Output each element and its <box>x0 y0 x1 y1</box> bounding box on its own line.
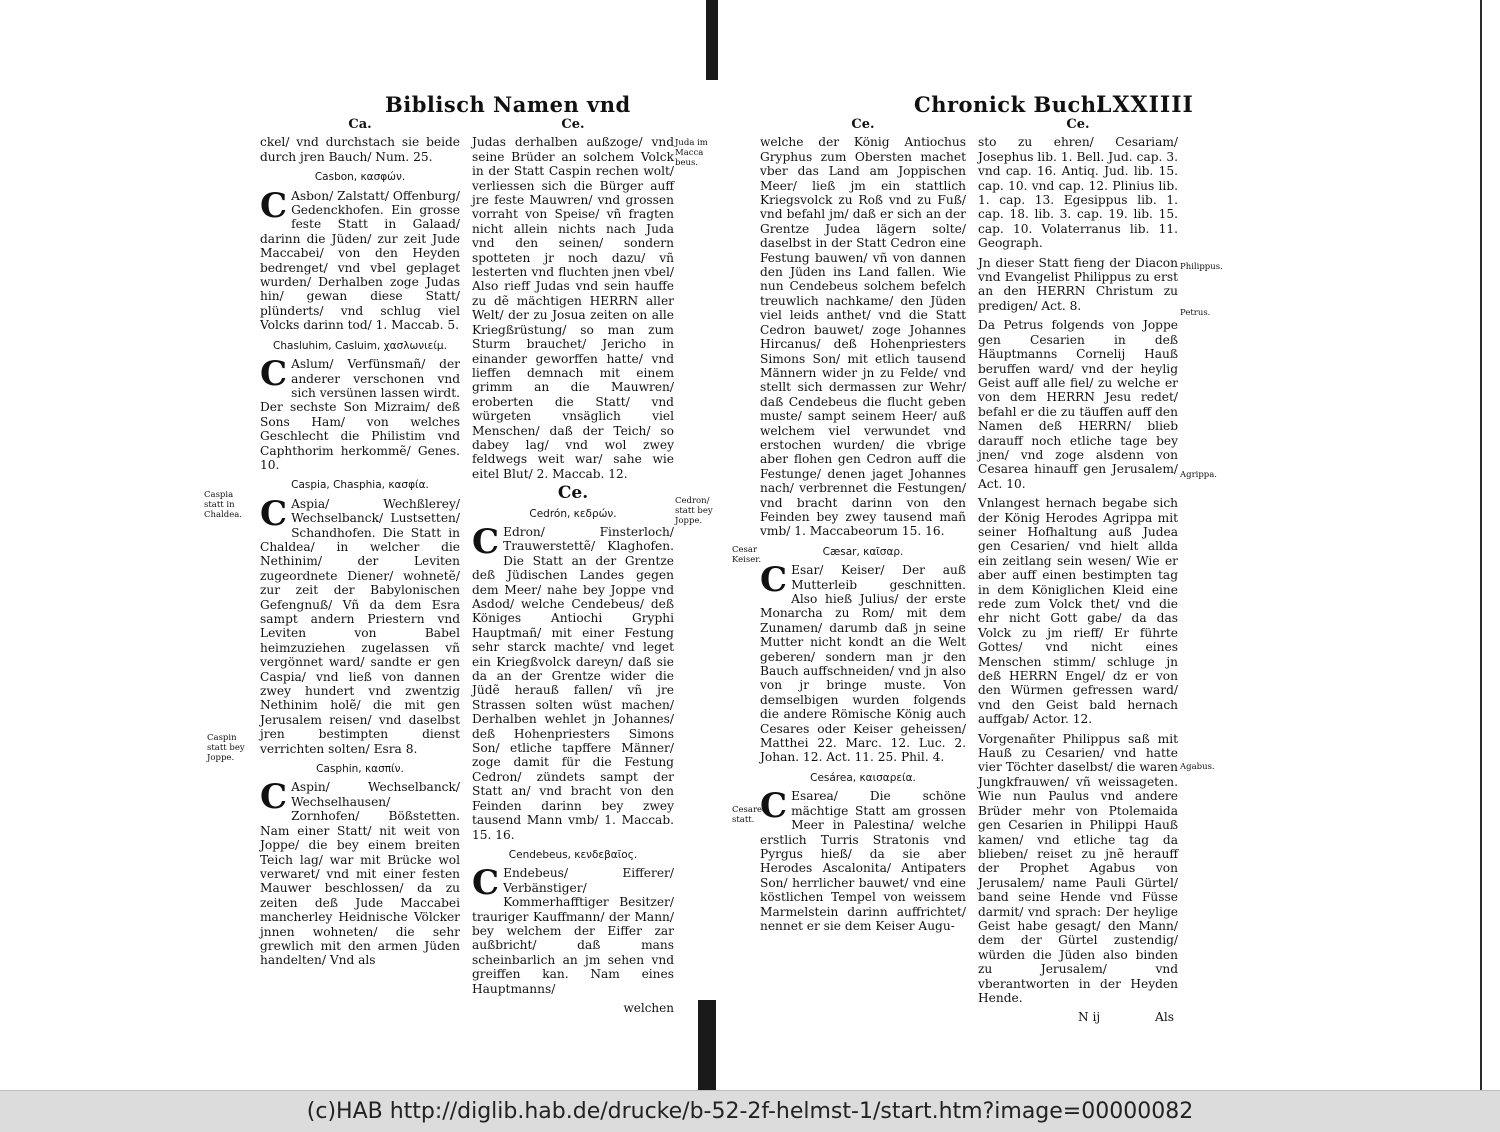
margin-note: Cesar Keiser. <box>732 545 762 565</box>
copyright-url: (c)HAB http://diglib.hab.de/drucke/b-52-2f-helmst-1/start.htm?image=00000082 <box>306 1099 1194 1124</box>
footer-bar <box>0 1090 1500 1132</box>
column-header: Ce. <box>1066 117 1090 132</box>
section-mark: Ce. <box>557 483 589 504</box>
margin-note: Cedron/ statt bey Joppe. <box>675 496 713 526</box>
entry-title-casbon: Casbon, κασφών. <box>314 171 406 184</box>
page-edge <box>1480 0 1482 1090</box>
right-page <box>718 0 1500 1090</box>
entry-chasluhim <box>260 354 460 472</box>
column-header: Ce. <box>561 117 585 132</box>
margin-note: Caspia statt in Chaldea. <box>204 490 243 520</box>
margin-note: Agrippa. <box>1180 470 1218 480</box>
entry-text: Aspia/ Wechßlerey/ Wechselbanck/ Lustsetten/ Schandhofen. Die Statt in Chaldea/ in welcher die Nethinim/ der Leviten zugeordnete Diener/ wohnetẽ/ zur zeit der Babylonischen Gefengnuß/ Vñ da dem Esra sampt andern Priestern vnd Leviten von Babel heimzuziehen zugelassen vñ vergönnet ward/ sandte er gen Caspia/ vnd ließ von dannen zwey hundert vnd zwentzig Nethinim holẽ/ die mit gen Jerusalem reisen/ vnd daselbst jren bestimpten dienst verrichten solten/ Esra 8. <box>260 496 460 756</box>
entry-cesarea <box>760 786 966 933</box>
column-header: Ca. <box>348 117 372 132</box>
initial-letter: C <box>260 354 288 395</box>
margin-note: Philippus. <box>1180 262 1223 272</box>
entry-casbon <box>260 185 461 333</box>
right-column-2 <box>978 118 1178 1025</box>
left-column-2 <box>472 118 674 1015</box>
signature-mark: N ij <box>1078 1010 1101 1025</box>
left-page <box>0 0 718 1090</box>
running-head-right: Chronick Buch. <box>914 92 1105 117</box>
entry-text: Esarea/ Die schöne mächtige Statt am grossen Meer in Palestina/ welche erstlich Turris Stratonis vnd Pyrgus hieß/ da sie aber Herodes Ascalonita/ Antipaters Son/ herrlicher bauwet/ vnd eine köstlichen Tempel von weissem Marmelstein darinn auffrichtet/ nennet er sie dem Keiser Augu- <box>760 789 966 933</box>
gutter-shadow <box>698 1000 716 1090</box>
entry-caesar <box>760 560 966 765</box>
initial-letter: C <box>260 777 288 818</box>
margin-note: Caspin statt bey Joppe. <box>207 733 245 763</box>
catchword: Als <box>1155 1010 1174 1025</box>
entry-text: Asbon/ Zalstatt/ Offenburg/ Gedenckhofen. Ein grosse feste Statt in Galaad/ darinn die Jüden/ zur zeit Jude Maccabei/ von den Heyden bedrenget/ vnd vbel geplaget wurden/ Derhalben zoge Judas hin/ gewan diese Statt/ plünderts/ vnd schlug viel Volcks darinn tod/ 1. Maccab. 5. <box>260 188 461 333</box>
entry-casphin <box>260 777 460 968</box>
entry-text: Aspin/ Wechselbanck/ Wechselhausen/ Zornhofen/ Bößstetten. Nam einer Statt/ nit weit von Joppe/ die bey einem breiten Teich lag/ war mit Brücke wol verwaret/ vnd mit einer festen Mauwer beschlossen/ da zu zeiten deß Jude Maccabei mancherley Heidnische Völcker jnnen wohneten/ die sehr grewlich mit den armen Jüden handelten/ Vnd als <box>260 780 460 968</box>
running-head-left: Biblisch Namen vnd <box>385 92 631 117</box>
margin-note: Juda im Macca beus. <box>675 138 708 168</box>
gutter-shadow <box>706 0 718 80</box>
paragraph: ckel/ vnd durchstach sie beide durch jren Bauch/ Num. 25. <box>260 135 460 164</box>
paragraph: Jn dieser Statt fieng der Diacon vnd Evangelist Philippus zu erst an den HERRN Christum zu predigen/ Act. 8. <box>978 255 1178 313</box>
margin-note: Agabus. <box>1180 762 1215 772</box>
entry-title-cedron: Cedrón, κεδρών. <box>529 507 617 520</box>
left-column-1 <box>260 118 460 973</box>
paragraph: Vorgenañter Philippus saß mit Hauß zu Cesarien/ vnd hatte vier Töchter daselbst/ die waren Jungkfrauwen/ vñ weissageten. Wie nun Paulus vnd andere Brüder mehr von Ptolemaida gen Cesarien in Philippi Hauß kamen/ vnd etliche tag da blieben/ reiset zu jnẽ herauff der Prophet Agabus von Jerusalem/ name Pauli Gürtel/ band seine Hende vnd Füsse darmit/ vnd sprach: Der heylige Geist habe gesagt/ den Mann/ dem der Gürtel zustendig/ würden die Jüden also binden zu Jerusalem/ vnd vberantworten in der Heyden Hende. <box>978 731 1178 1005</box>
page-foot <box>978 1010 1178 1024</box>
margin-note: Cesarea statt. <box>732 805 768 825</box>
initial-letter: C <box>260 185 288 226</box>
entry-caspia <box>260 493 460 756</box>
entry-title-caesar: Cæsar, καῖσαρ. <box>822 545 904 558</box>
entry-title-caspia: Caspia, Chasphia, κασφία. <box>291 479 429 492</box>
entry-text: Edron/ Finsterloch/ Trauwerstettẽ/ Klaghofen. Die Statt an der Grentze deß Jüdischen Landes gegen dem Meer/ nahe bey Joppe vnd Asdod/ welche Cendebeus/ deß Königes Antiochi Gryphi Hauptmañ/ mit einer Festung sehr starck machte/ vnd leget ein Kriegßvolck dareyn/ daß sie da an der Grentze wider die Jüdẽ herauß fallen/ vñ jre Strassen solten wüst machen/ Derhalben wehlet jn Johannes/ deß Hohenpriesters Simons Son/ etliche tapffere Männer/ zoge damit für die Festung Cedron/ zündets sampt der Statt an/ vnd bracht von den Feinden darinn bey zwey tausend Mann vmb/ 1. Maccab. 15. 16. <box>472 524 674 842</box>
initial-letter: C <box>472 863 500 904</box>
entry-text: Esar/ Keiser/ Der auß Mutterleib geschnitten. Also hieß Julius/ der erste Monarcha zu Rom/ mit dem Zunamen/ darumb daß jn seine Mutter nicht kondt an die Welt geberen/ sondern man jr den Bauch auffschneiden/ vnd jn also von jr bringe muste. Von demselbigen wurden folgends die andere Römische König auch Cesares oder Keiser geheissen/ Matthei 22. Marc. 12. Luc. 2. Johan. 12. Act. 11. 25. Phil. 4. <box>760 563 966 765</box>
entry-cendebeus <box>472 863 674 996</box>
entry-cedron <box>472 521 674 842</box>
margin-note: Petrus. <box>1180 308 1211 318</box>
paragraph: Da Petrus folgends von Joppe gen Cesarien in deß Häuptmanns Cornelij Hauß beruffen ward/ vnd der heylig Geist auff alle fiel/ zu welche er von dem HERRN Jesu redet/ befahl er die zu täuffen auff den Namen deß HERRN/ blieb darauff noch etliche tage bey jnen/ vnd zoge alsdenn von Cesarea hinauff gen Jerusalem/ Act. 10. <box>978 318 1178 491</box>
entry-text: Endebeus/ Eifferer/ Verbänstiger/ Kommerhafftiger Besitzer/ trauriger Kauffmann/ der Mann/ bey welchem der Eiffer zar außbricht/ daß mans scheinbarlich an jm sehen vnd greiffen kan. Nam eines Hauptmanns/ <box>472 866 674 996</box>
paragraph: welche der König Antiochus Gryphus zum Obersten machet vber das Land am Joppischen Meer/ ließ jm ein stattlich Kriegsvolck zu Roß vnd zu Fuß/ vnd befahl jm/ daß er sich an der Grentze Judea lägern solte/ daselbst in der Statt Cedron eine Festung bauwen/ vñ von dannen den Jüden ins Land fallen. Wie nun Cendebeus solchem befelch treuwlich nachkame/ den Jüden viel leids anthet/ vnd die Statt Cedron bauwet/ zoge Johannes Hircanus/ deß Hohenpriesters Simons Son/ mit etlich tausend Männern wider jn zu Felde/ vnd stellt sich dermassen zur Wehr/ daß Cendebeus die flucht geben muste/ sampt seinem Heer/ auß welchem viel verwundet vnd erstochen wurden/ die vbrige aber flohen gen Cedron auff die Festunge/ denen jaget Johannes nach/ verbrennet die Festungen/ vnd bracht darinn von den Feinden bey zwey tausend mañ vmb/ 1. Maccabeorum 15. 16. <box>760 135 966 539</box>
entry-title-cesarea: Cesárea, καισαρεία. <box>810 771 916 784</box>
column-header: Ce. <box>851 117 875 132</box>
initial-letter: C <box>260 493 288 534</box>
right-column-1 <box>760 118 966 938</box>
initial-letter: C <box>760 786 788 827</box>
initial-letter: C <box>760 560 788 601</box>
entry-title-chasluhim: Chasluhim, Casluim, χασλωνιείμ. <box>273 339 447 352</box>
entry-text: Aslum/ Verfünsmañ/ der anderer verschonen vnd sich versünen lassen wirdt. Der sechste Son Mizraim/ deß Sons Ham/ von welches Geschlecht die Philistim vnd Caphthorim herkommẽ/ Genes. 10. <box>260 357 460 472</box>
paragraph: sto zu ehren/ Cesariam/ Josephus lib. 1. Bell. Jud. cap. 3. vnd cap. 16. Antiq. Jud. lib. 15. cap. 10. vnd cap. 12. Plinius lib. 1. cap. 13. Egesippus lib. 1. cap. 18. lib. 3. cap. 19. lib. 15. cap. 10. Volaterranus lib. 11. Geograph. <box>978 135 1178 251</box>
folio-number: LXXIIII <box>1096 92 1194 118</box>
catchword: welchen <box>623 1000 674 1015</box>
entry-title-cendebeus: Cendebeus, κενδεβαῖος. <box>508 848 638 861</box>
paragraph: Vnlangest hernach begabe sich der König Herodes Agrippa mit seiner Hofhaltung auß Judea gen Cesarien/ vnd hielt allda ein zeitlang sein wesen/ Wie er aber auff einen bestimpten tag in dem Königlichen Kleid eine rede zum Volck thet/ vnd die ehr nicht Gott gabe/ da das Volck zu jm rieff/ Er führte Gottes/ vnd nicht eines Menschen stimm/ schluge jn deß HERRN Engel/ dz er von den Würmen gefressen ward/ vnd den Geist bald hernach auffgab/ Actor. 12. <box>978 496 1178 727</box>
entry-title-casphin: Casphin, κασπίν. <box>316 763 404 776</box>
initial-letter: C <box>472 521 500 562</box>
paragraph: Judas derhalben außzoge/ vnd seine Brüder an solchem Volck in der Statt Caspin rechen wolt/ verliessen sich die Bürger auff jre feste Mauwren/ vnd grossen vorraht von Speise/ vñ fragten nicht allein nichts nach Juda vnd den seinen/ sondern spotteten jr noch dazu/ vñ lesterten vnd fluchten jnen vbel/ Also rieff Judas vnd sein hauffe zu dẽ mächtigen HERRN aller Welt/ der zu Josua zeiten on alle Kriegßrüstung/ so man zum Sturm brauchet/ Jericho in einander geworffen hatte/ vnd lieffen demnach mit einem grimm an die Mauwren/ eroberten die Statt/ vnd würgeten vnsäglich viel Menschen/ daß der Teich/ so dabey lag/ vnd wol zwey feldwegs weit war/ sahe wie eitel Blut/ 2. Maccab. 12. <box>472 135 674 481</box>
